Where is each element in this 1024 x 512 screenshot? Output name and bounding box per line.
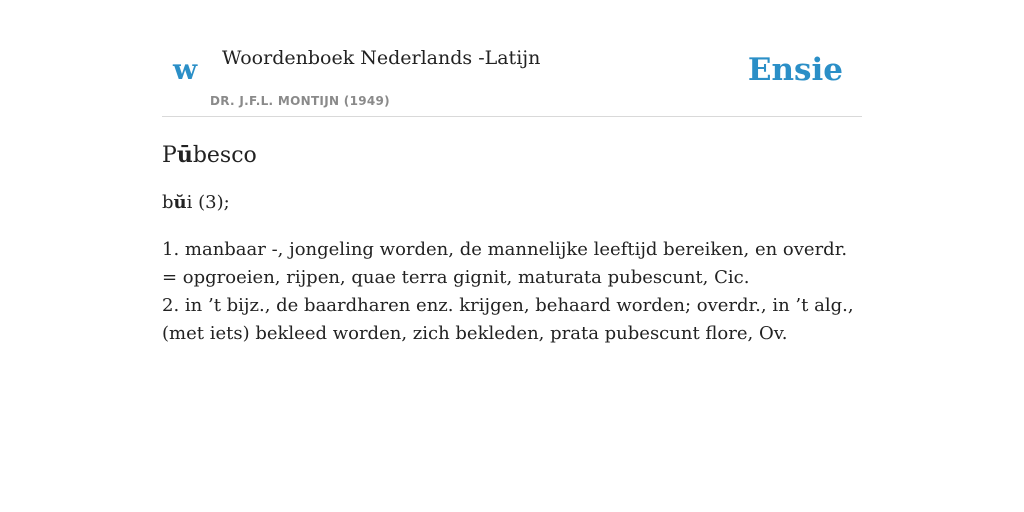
sense-item: 2. in ’t bijz., de baardharen enz. krijgen, behaard worden; overdr., in ’t alg., (met iets) bekleed worden, zich bekleden, prata pubescunt flore, Ov. (162, 295, 854, 344)
dictionary-header (162, 0, 862, 117)
headword-part: besco (192, 143, 257, 168)
dictionary-title[interactable]: Woordenboek Nederlands -Latijn (222, 47, 541, 69)
dictionary-author: DR. J.F.L. MONTIJN (1949) (210, 94, 390, 108)
ensie-logo-link[interactable]: Ensie (747, 52, 843, 88)
entry-content (162, 138, 862, 348)
headword (162, 138, 862, 173)
sense-item: 1. manbaar -, jongeling worden, de mannelijke leeftijd bereiken, en overdr. = opgroeien, rijpen, quae terra gignit, maturata pubescunt, Cic. (162, 239, 848, 288)
headword-accent-letter: ū (176, 142, 193, 168)
grammar-accent-letter: ŭ (173, 192, 187, 213)
headword-part: P (162, 143, 177, 168)
sense-list (162, 236, 862, 348)
grammar-part: b (162, 192, 174, 213)
grammar-line (162, 189, 862, 217)
dictionary-logo-icon: w (173, 53, 198, 86)
grammar-part: i (3); (186, 192, 230, 213)
